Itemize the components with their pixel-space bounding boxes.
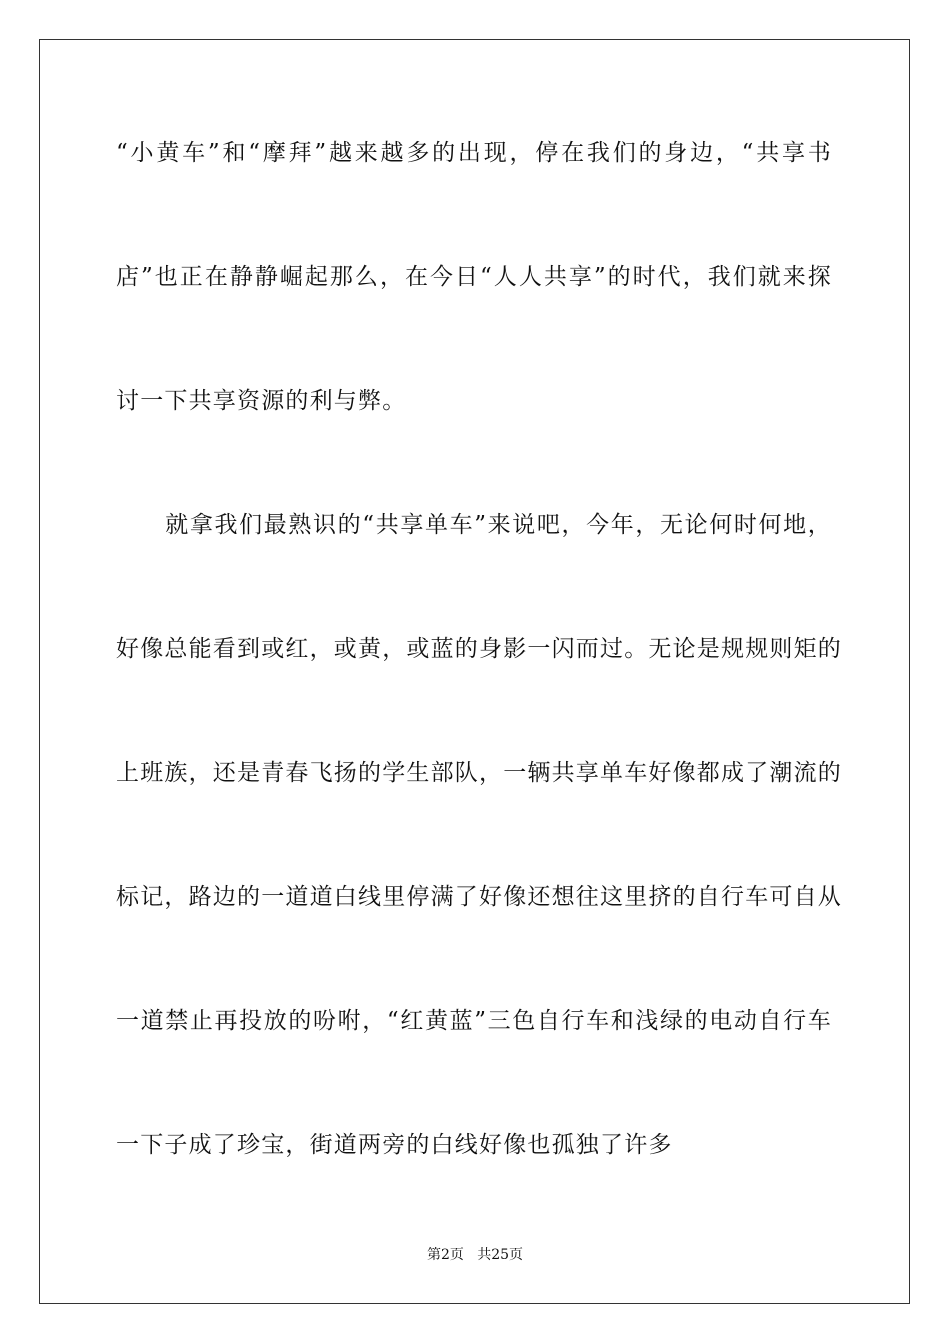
body-text-line: 讨一下共享资源的利与弊。 — [116, 388, 407, 414]
body-text-line: “小黄车”和“摩拜”越来越多的出现，停在我们的身边，“共享书 — [116, 140, 832, 166]
body-text-line: 标记，路边的一道道白线里停满了好像还想往这里挤的自行车可自从 — [116, 884, 842, 910]
body-text-line: 一下子成了珍宝，街道两旁的白线好像也孤独了许多 — [116, 1132, 673, 1158]
page-frame — [39, 39, 910, 1304]
page-footer — [0, 1246, 950, 1264]
body-text-line: 好像总能看到或红，或黄，或蓝的身影一闪而过。无论是规规则矩的 — [116, 636, 842, 662]
page-total-suffix: 页 — [509, 1247, 524, 1263]
page-number-current: 2 — [440, 1247, 450, 1263]
body-text-line: 一道禁止再投放的吩咐，“红黄蓝”三色自行车和浅绿的电动自行车 — [116, 1008, 832, 1034]
body-text-line: 就拿我们最熟识的“共享单车”来说吧，今年，无论何时何地， — [116, 512, 832, 538]
body-text-line: 上班族，还是青春飞扬的学生部队，一辆共享单车好像都成了潮流的 — [116, 760, 842, 786]
page-total: 25 — [491, 1247, 510, 1263]
page-total-prefix: 共 — [477, 1247, 492, 1263]
page-number-prefix: 第 — [426, 1247, 441, 1263]
page-number-suffix: 页 — [449, 1247, 464, 1263]
body-text-line: 店”也正在静静崛起那么，在今日“人人共享”的时代，我们就来探 — [116, 264, 832, 290]
